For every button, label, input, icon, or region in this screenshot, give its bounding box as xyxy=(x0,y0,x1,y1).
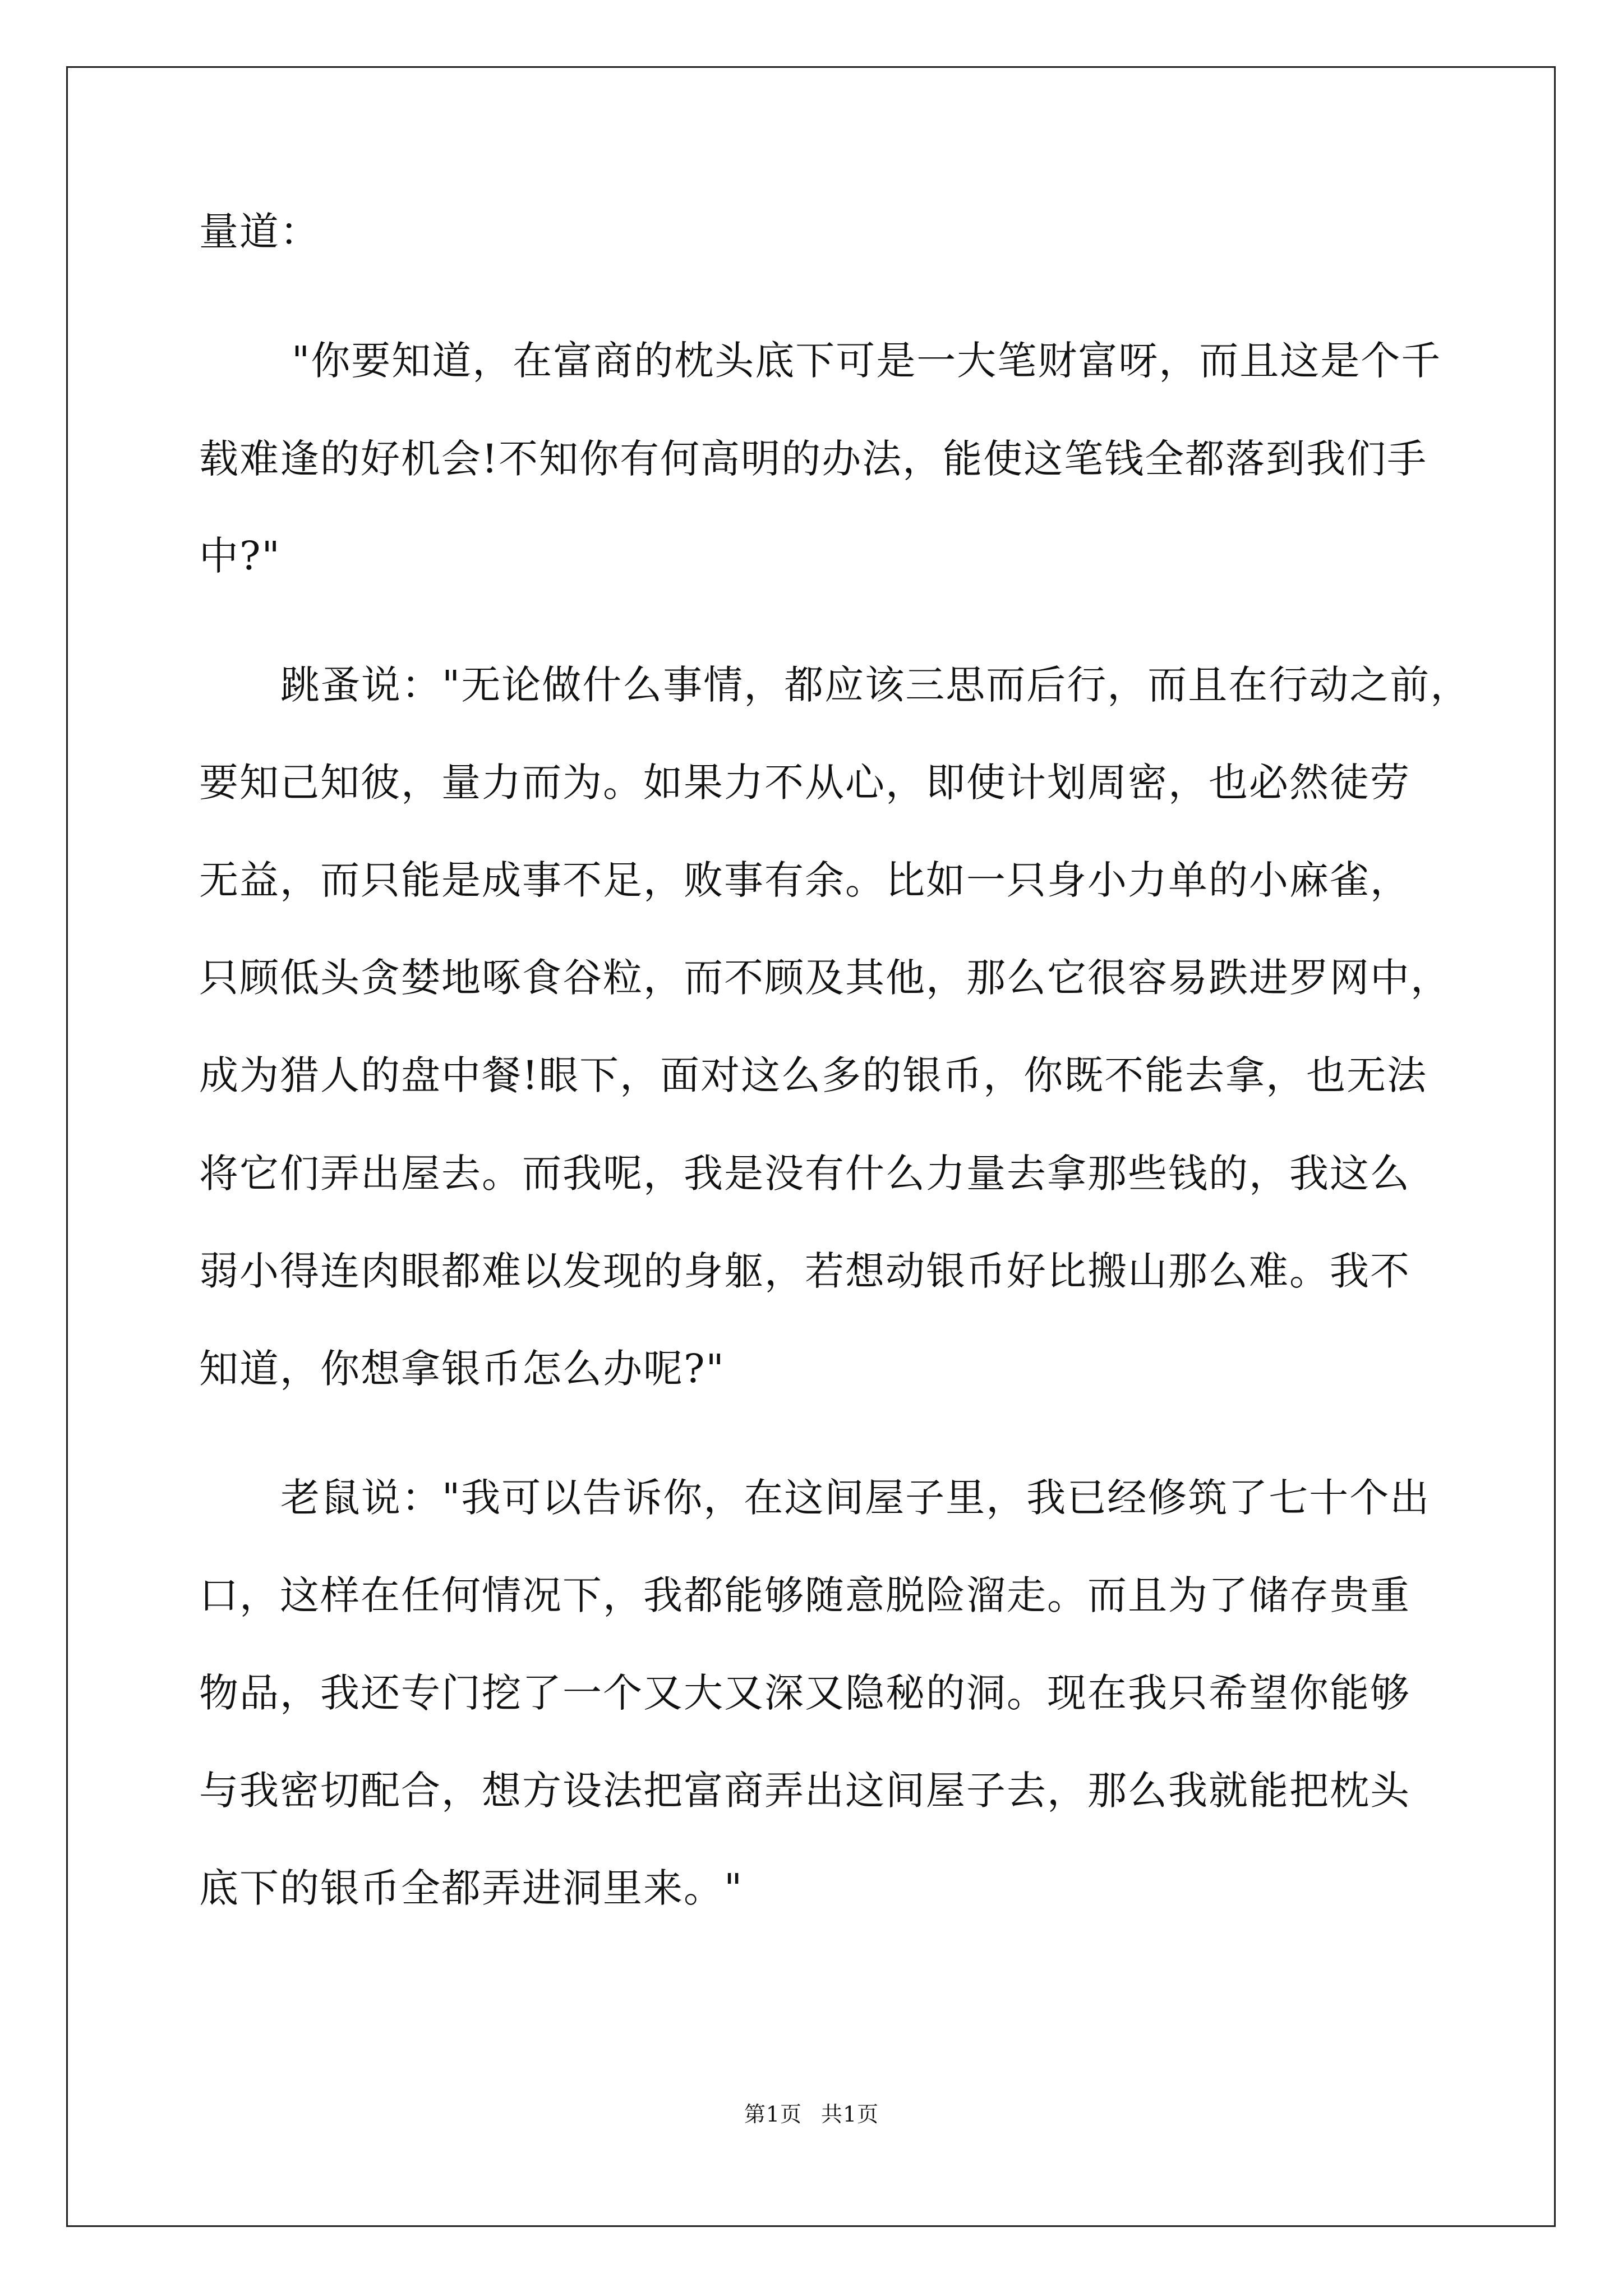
page-footer xyxy=(0,2100,1623,2128)
text-line-1: 量道： xyxy=(199,209,320,255)
page-total: 共1页 xyxy=(821,2102,879,2127)
text-line-6: 要知己知彼，量力而为。如果力不从心，即使计划周密，也必然徒劳 xyxy=(199,760,1410,806)
text-line-5: 跳蚤说："无论做什么事情，都应该三思而后行，而且在行动之前， xyxy=(280,662,1471,708)
text-line-15: 物品，我还专门挖了一个又大又深又隐秘的洞。现在我只希望你能够 xyxy=(199,1670,1410,1716)
page-number: 第1页 xyxy=(744,2102,802,2127)
text-line-16: 与我密切配合，想方设法把富商弄出这间屋子去，那么我就能把枕头 xyxy=(199,1768,1410,1814)
text-line-10: 将它们弄出屋去。而我呢，我是没有什么力量去拿那些钱的，我这么 xyxy=(199,1151,1410,1197)
text-line-11: 弱小得连肉眼都难以发现的身躯，若想动银币好比搬山那么难。我不 xyxy=(199,1248,1410,1294)
text-line-7: 无益，而只能是成事不足，败事有余。比如一只身小力单的小麻雀， xyxy=(199,857,1410,903)
text-line-12: 知道，你想拿银币怎么办呢?" xyxy=(199,1346,725,1392)
text-line-2: "你要知道，在富商的枕头底下可是一大笔财富呀，而且这是个千 xyxy=(292,338,1442,384)
text-line-4: 中?" xyxy=(199,533,281,579)
text-line-13: 老鼠说："我可以告诉你，在这间屋子里，我已经修筑了七十个出 xyxy=(280,1475,1431,1521)
text-line-8: 只顾低头贪婪地啄食谷粒，而不顾及其他，那么它很容易跌进罗网中， xyxy=(199,955,1451,1001)
text-line-9: 成为猎人的盘中餐!眼下，面对这么多的银币，你既不能去拿，也无法 xyxy=(199,1052,1428,1098)
text-line-3: 载难逢的好机会!不知你有何高明的办法，能使这笔钱全都落到我们手 xyxy=(199,436,1428,482)
text-line-14: 口，这样在任何情况下，我都能够随意脱险溜走。而且为了储存贵重 xyxy=(199,1572,1410,1618)
text-line-17: 底下的银币全都弄进洞里来。" xyxy=(199,1865,744,1911)
